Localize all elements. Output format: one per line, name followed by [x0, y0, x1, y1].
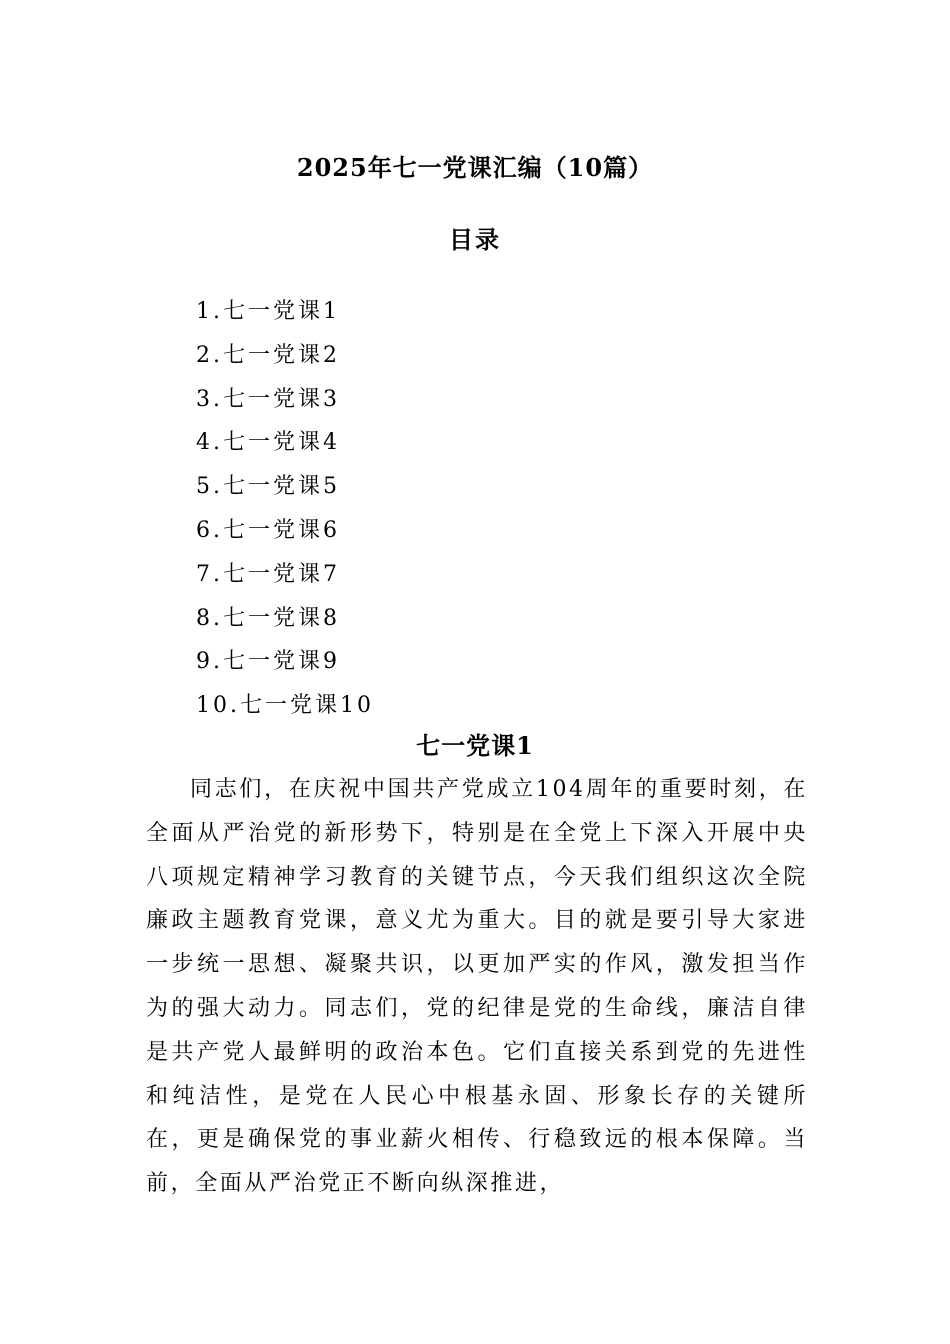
toc-item-5[interactable]: 5.七一党课5 — [196, 474, 340, 500]
section-body-paragraph: 同志们，在庆祝中国共产党成立104周年的重要时刻，在全面从严治党的新形势下，特别是在全党上下深入开展中央八项规定精神学习教育的关键节点，今天我们组织这次全院廉政主题教育党课，意义尤为重大。目的就是要引导大家进一步统一思想、凝聚共识，以更加严实的作风，激发担当作为的强大动力。同志们，党的纪律是党的生命线，廉洁自律是共产党人最鲜明的政治本色。它们直接关系到党的先进性和纯洁性，是党在人民心中根基永固、形象长存的关键所在，更是确保党的事业薪火相传、行稳致远的根本保障。当前，全面从严治党正不断向纵深推进， — [146, 777, 808, 1197]
toc-item-4[interactable]: 4.七一党课4 — [196, 430, 340, 456]
toc-item-9[interactable]: 9.七一党课9 — [196, 649, 340, 675]
document-title: 2025年七一党课汇编（10篇） — [296, 153, 654, 182]
toc-item-10[interactable]: 10.七一党课10 — [196, 693, 374, 719]
toc-item-3[interactable]: 3.七一党课3 — [196, 386, 340, 412]
toc-item-6[interactable]: 6.七一党课6 — [196, 517, 340, 543]
toc-item-1[interactable]: 1.七一党课1 — [196, 299, 340, 324]
table-of-contents — [196, 290, 374, 728]
toc-item-8[interactable]: 8.七一党课8 — [196, 605, 340, 631]
section-heading: 七一党课1 — [416, 731, 534, 760]
toc-item-7[interactable]: 7.七一党课7 — [196, 561, 340, 587]
toc-heading: 目录 — [449, 225, 501, 254]
toc-item-2[interactable]: 2.七一党课2 — [196, 342, 340, 368]
